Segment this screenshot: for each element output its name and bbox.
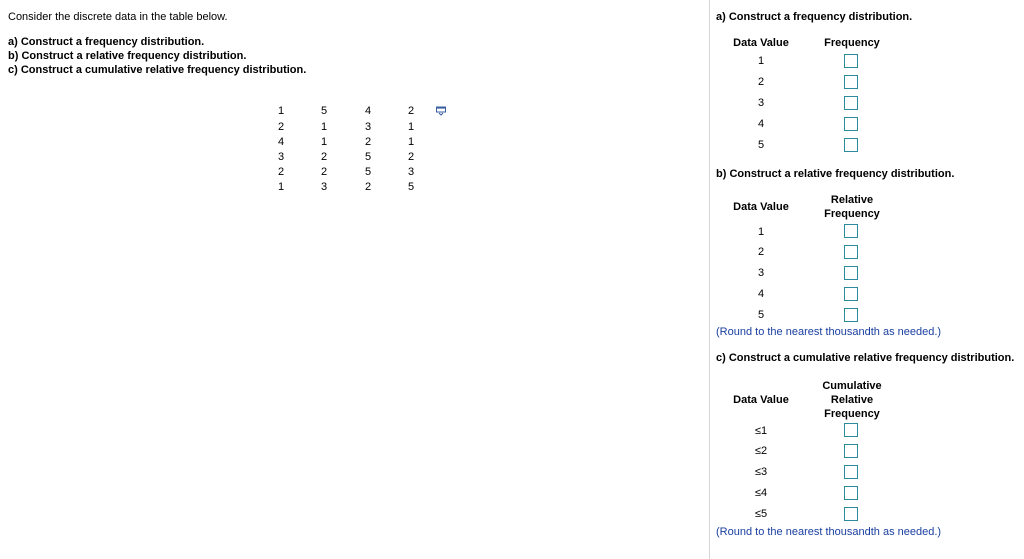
table-cell: 2 [364, 181, 372, 193]
a-row-value: 5 [757, 139, 765, 151]
b-rel-frequency-input-5[interactable] [844, 308, 858, 322]
problem-intro: Consider the discrete data in the table below. [8, 11, 228, 23]
a-frequency-input-2[interactable] [844, 75, 858, 89]
c-row-value: ≤2 [754, 445, 768, 457]
table-cell: 3 [407, 166, 415, 178]
table-cell: 5 [407, 181, 415, 193]
b-row-value: 5 [757, 309, 765, 321]
c-col-cum-rel-frequency [812, 379, 892, 421]
copy-table-icon[interactable] [436, 106, 446, 116]
section-a-title: a) Construct a frequency distribution. [716, 11, 913, 23]
c-cum-rel-frequency-input-4[interactable] [844, 486, 858, 500]
table-cell: 2 [364, 136, 372, 148]
table-cell: 3 [277, 151, 285, 163]
table-cell: 2 [407, 151, 415, 163]
task-a-label: a) Construct a frequency distribution. [8, 36, 205, 48]
b-row-value: 3 [757, 267, 765, 279]
table-cell: 5 [364, 166, 372, 178]
c-cum-rel-frequency-input-2[interactable] [844, 444, 858, 458]
section-b-title: b) Construct a relative frequency distribution. [716, 168, 955, 180]
b-row-value: 1 [757, 226, 765, 238]
a-col-frequency: Frequency [824, 37, 880, 49]
panel-divider [709, 0, 710, 559]
b-rel-frequency-input-2[interactable] [844, 245, 858, 259]
b-col-data-value: Data Value [733, 201, 789, 213]
b-rel-frequency-input-3[interactable] [844, 266, 858, 280]
task-c-label: c) Construct a cumulative relative frequency distribution. [8, 64, 307, 76]
a-frequency-input-1[interactable] [844, 54, 858, 68]
b-rel-frequency-input-4[interactable] [844, 287, 858, 301]
a-row-value: 1 [757, 55, 765, 67]
c-row-value: ≤1 [754, 425, 768, 437]
table-cell: 5 [364, 151, 372, 163]
table-cell: 2 [277, 166, 285, 178]
c-rounding-note: (Round to the nearest thousandth as needed.) [716, 526, 942, 538]
table-cell: 4 [277, 136, 285, 148]
b-col-header-line: Frequency [824, 208, 880, 220]
a-frequency-input-3[interactable] [844, 96, 858, 110]
a-frequency-input-4[interactable] [844, 117, 858, 131]
b-col-header-line: Relative [830, 194, 874, 206]
task-b-label: b) Construct a relative frequency distribution. [8, 50, 247, 62]
table-cell: 5 [320, 105, 328, 117]
table-cell: 2 [320, 151, 328, 163]
b-rel-frequency-input-1[interactable] [844, 224, 858, 238]
b-rounding-note: (Round to the nearest thousandth as needed.) [716, 326, 942, 338]
c-row-value: ≤4 [754, 487, 768, 499]
table-cell: 3 [320, 181, 328, 193]
a-frequency-input-5[interactable] [844, 138, 858, 152]
c-col-header-line: Frequency [824, 408, 880, 420]
table-cell: 2 [277, 121, 285, 133]
table-cell: 1 [320, 136, 328, 148]
a-row-value: 2 [757, 76, 765, 88]
c-col-data-value: Data Value [733, 394, 789, 406]
c-col-header-line: Cumulative [822, 380, 882, 392]
b-row-value: 2 [757, 246, 765, 258]
a-row-value: 3 [757, 97, 765, 109]
table-cell: 1 [277, 105, 285, 117]
c-row-value: ≤5 [754, 508, 768, 520]
table-cell: 1 [407, 136, 415, 148]
c-cum-rel-frequency-input-3[interactable] [844, 465, 858, 479]
b-col-rel-frequency [812, 193, 892, 221]
table-cell: 2 [407, 105, 415, 117]
table-cell: 3 [364, 121, 372, 133]
section-c-title: c) Construct a cumulative relative frequency distribution. [716, 352, 1015, 364]
table-cell: 1 [277, 181, 285, 193]
c-cum-rel-frequency-input-1[interactable] [844, 423, 858, 437]
c-col-header-line: Relative [830, 394, 874, 406]
table-cell: 1 [320, 121, 328, 133]
a-col-data-value: Data Value [733, 37, 789, 49]
table-cell: 1 [407, 121, 415, 133]
c-row-value: ≤3 [754, 466, 768, 478]
a-row-value: 4 [757, 118, 765, 130]
c-cum-rel-frequency-input-5[interactable] [844, 507, 858, 521]
table-cell: 2 [320, 166, 328, 178]
table-cell: 4 [364, 105, 372, 117]
b-row-value: 4 [757, 288, 765, 300]
